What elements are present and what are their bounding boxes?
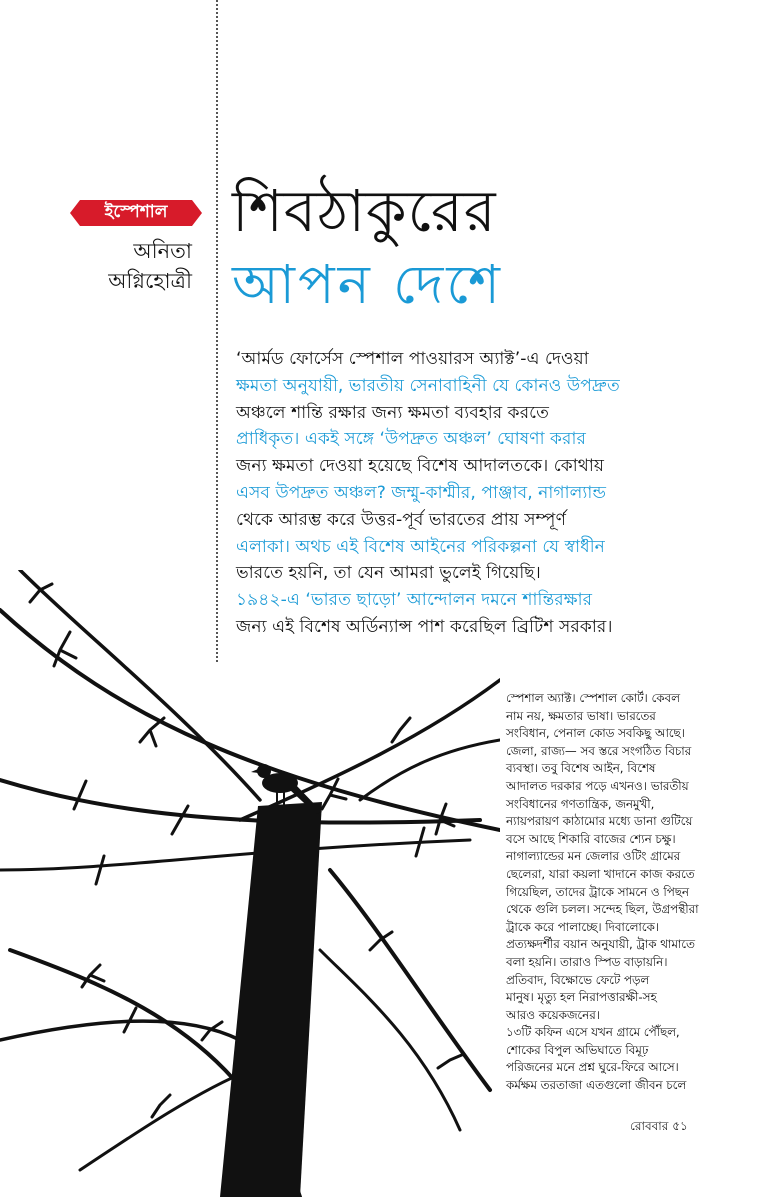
body-line: প্রত্যক্ষদর্শীর বয়ান অনুযায়ী, ট্রাক থামাতে: [506, 937, 695, 952]
barbed-wire-bird-photo: [0, 570, 500, 1197]
body-line: আদালত দরকার পড়ে এখনও। ভারতীয়: [506, 778, 689, 793]
author-last-name: অগ্নিহোত্রী: [108, 269, 192, 293]
body-line: ট্রাকে করে পালাচ্ছে। দিবালোকে।: [506, 919, 660, 934]
body-line: নাগাল্যান্ডের মন জেলার ওটিং গ্রামের: [506, 849, 681, 864]
lead-line: ‘আর্মড ফোর্সেস স্পেশাল পাওয়ারস অ্যাক্ট’-এ দেওয়া: [236, 349, 589, 369]
body-line: পরিজনের মনে প্রশ্ন ঘুরে-ফিরে আসে।: [506, 1060, 679, 1075]
body-line: মানুষ। মৃত্যু হল নিরাপত্তারক্ষী-সহ: [506, 990, 657, 1005]
column-divider: [216, 0, 218, 662]
body-line: বসে আছে শিকারি বাজের শ্যেন চক্ষু।: [506, 831, 676, 846]
body-line: শোকের বিপুল অভিঘাতে বিমূঢ়: [506, 1042, 649, 1057]
lead-line: এলাকা। অথচ এই বিশেষ আইনের পরিকল্পনা যে স্বাধীন: [236, 536, 605, 557]
lead-line: জন্য এই বিশেষ অর্ডিন্যান্স পাশ করেছিল ব্রিটিশ সরকার।: [236, 616, 613, 637]
body-line: কর্মক্ষম তরতাজা এতগুলো জীবন চলে: [506, 1078, 687, 1093]
lead-line: প্রাধিকৃত। একই সঙ্গে ‘উপদ্রুত অঞ্চল’ ঘোষণা করার: [236, 429, 586, 450]
author-byline: [108, 236, 192, 296]
lead-line: ক্ষমতা অনুযায়ী, ভারতীয় সেনাবাহিনী যে কোনও উপদ্রুত: [236, 375, 620, 396]
body-line: প্রতিবাদ, বিক্ষোভে ফেটে পড়ল: [506, 972, 650, 987]
headline-line-2: আপন দেশে: [232, 253, 503, 316]
author-first-name: অনিতা: [133, 239, 192, 263]
lead-line: জন্য ক্ষমতা দেওয়া হয়েছে বিশেষ আদালতকে। কোথায়: [236, 456, 604, 477]
body-line: ব্যবস্থা। তবু বিশেষ আইন, বিশেষ: [506, 761, 656, 776]
body-line: ন্যায়পরায়ণ কাঠামোর মধ্যে ডানা গুটিয়ে: [506, 814, 693, 829]
lead-line: অঞ্চলে শান্তি রক্ষার জন্য ক্ষমতা ব্যবহার করতে: [236, 402, 549, 423]
body-line: জেলা, রাজ্য— সব স্তরে সংগঠিত বিচার: [506, 743, 692, 758]
body-line: স্পেশাল অ্যাক্ট। স্পেশাল কোর্ট। কেবল: [506, 691, 680, 705]
body-line: ছেলেরা, যারা কয়লা খাদানে কাজ করতে: [506, 866, 695, 881]
body-line: সংবিধান, পেনাল কোড সবকিছু আছে।: [506, 726, 685, 741]
body-line: নাম নয়, ক্ষমতার ভাষা। ভারতের: [506, 708, 656, 723]
body-line: থেকে গুলি চলল। সন্দেহ ছিল, উগ্রপন্থীরা: [506, 902, 699, 917]
section-badge: ইস্পেশাল: [80, 200, 192, 226]
body-line: আরও কয়েকজনের।: [506, 1007, 600, 1022]
lead-line: থেকে আরম্ভ করে উত্তর-পূর্ব ভারতের প্রায় সম্পূর্ণ: [236, 509, 566, 530]
body-line: গিয়েছিল, তাদের ট্রাকে সামনে ও পিছন: [506, 884, 689, 899]
lead-line: ভারতে হয়নি, তা যেন আমরা ভুলেই গিয়েছি।: [236, 563, 541, 584]
lead-line: ১৯৪২-এ ‘ভারত ছাড়ো’ আন্দোলন দমনে শান্তিরক্ষার: [236, 590, 593, 611]
headline-line-1: শিবঠাকুরের: [232, 177, 497, 245]
lead-line: এসব উপদ্রুত অঞ্চল? জম্মু-কাশ্মীর, পাঞ্জাব, নাগাল্যান্ড: [236, 482, 607, 503]
body-line: ১৩টি কফিন এসে যখন গ্রামে পৌঁছল,: [506, 1025, 680, 1040]
body-column: [506, 690, 728, 1095]
body-line: বলা হয়নি। তারাও স্পিড বাড়ায়নি।: [506, 954, 668, 969]
body-line: সংবিধানের গণতান্ত্রিক, জনমুখী,: [506, 796, 655, 811]
page-folio: রোববার ৫১: [630, 1119, 688, 1133]
